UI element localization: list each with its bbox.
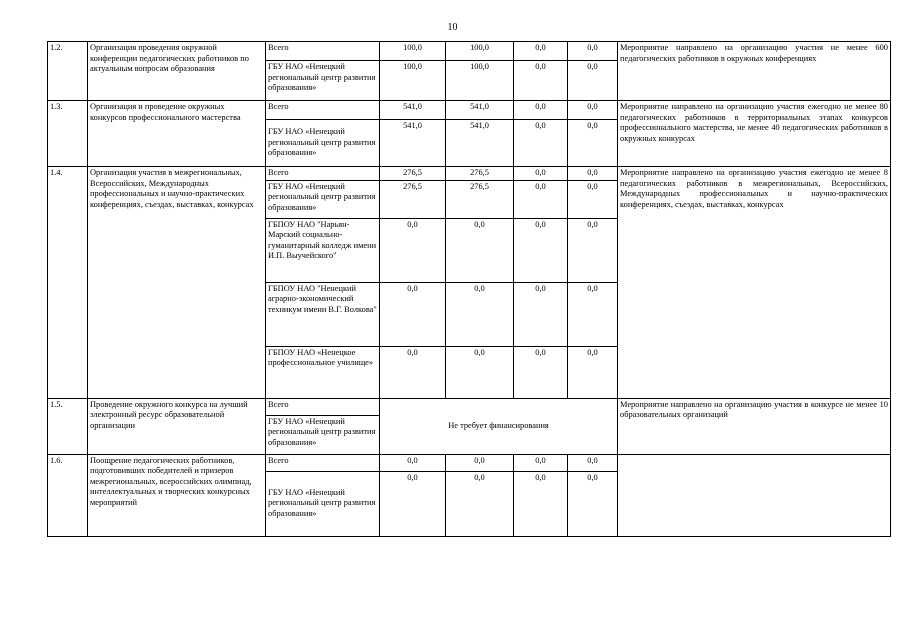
value-cell: 276,5 — [446, 180, 514, 218]
executor-cell: Всего — [266, 101, 380, 120]
executor-cell: ГБПОУ НАО "Ненецкий аграрно-экономический техникум имени В.Г. Волкова" — [266, 282, 380, 346]
value-cell: 0,0 — [380, 471, 446, 536]
value-cell: 0,0 — [446, 346, 514, 398]
executor-cell: ГБПОУ НАО "Нарьян-Марский социально-гуманитарный колледж имени И.П. Выучейского" — [266, 218, 380, 282]
value-cell: 541,0 — [380, 101, 446, 120]
description-cell: Мероприятие направлено на организацию участия ежегодно не менее 80 педагогических работников в территориальных этапах конкурсов профессионального мастерства, не менее 40 педагогических работников в окружных конкурсах — [618, 101, 891, 167]
executor-cell: Всего — [266, 167, 380, 181]
executor-cell: ГБУ НАО «Ненецкий региональный центр развития образования» — [266, 61, 380, 101]
value-cell: 100,0 — [380, 42, 446, 61]
value-cell: 0,0 — [514, 120, 568, 167]
table-row — [48, 454, 891, 471]
table-row — [48, 42, 891, 61]
description-cell: Мероприятие направлено на организацию участия в конкурсе не менее 10 образовательных организаций — [618, 398, 891, 454]
measure-name: Организация участия в межрегиональных, Всероссийских, Международных профессиональных и научно-практических конференциях, съездах, выставках, конкурсах — [88, 167, 266, 399]
value-cell: 0,0 — [514, 218, 568, 282]
value-cell: 0,0 — [568, 180, 618, 218]
value-cell: 276,5 — [380, 167, 446, 181]
table-row — [48, 398, 891, 415]
value-cell: 0,0 — [514, 167, 568, 181]
table-row — [48, 101, 891, 120]
value-cell: 0,0 — [380, 346, 446, 398]
value-cell: 0,0 — [568, 471, 618, 536]
value-cell: 276,5 — [446, 167, 514, 181]
value-cell: 0,0 — [446, 282, 514, 346]
value-cell: 541,0 — [446, 101, 514, 120]
executor-cell: ГБУ НАО «Ненецкий региональный центр развития образования» — [266, 120, 380, 167]
value-cell: 0,0 — [380, 282, 446, 346]
no-funding-cell: Не требует финансирования — [380, 398, 618, 454]
description-cell: Мероприятие направлено на организацию участия ежегодно не менее 8 педагогических работников в межрегиональных, Всероссийских, Международных профессиональных и научно-практических конференциях, съездах, выставках, конкурсах — [618, 167, 891, 399]
value-cell: 0,0 — [568, 454, 618, 471]
executor-cell: ГБУ НАО «Ненецкий региональный центр развития образования» — [266, 471, 380, 536]
page-number: 10 — [447, 22, 458, 33]
value-cell: 541,0 — [446, 120, 514, 167]
value-cell: 0,0 — [568, 120, 618, 167]
value-cell: 276,5 — [380, 180, 446, 218]
executor-cell: Всего — [266, 398, 380, 415]
executor-cell: Всего — [266, 42, 380, 61]
value-cell: 0,0 — [514, 454, 568, 471]
value-cell: 0,0 — [514, 282, 568, 346]
value-cell: 0,0 — [568, 101, 618, 120]
value-cell: 0,0 — [514, 42, 568, 61]
measure-name: Организация и проведение окружных конкурсов профессионального мастерства — [88, 101, 266, 167]
value-cell: 0,0 — [568, 61, 618, 101]
value-cell: 0,0 — [446, 471, 514, 536]
measure-name: Проведение окружного конкурса на лучший электронный ресурс образовательной организации — [88, 398, 266, 454]
row-number: 1.5. — [48, 398, 88, 454]
value-cell: 100,0 — [380, 61, 446, 101]
executor-cell: ГБУ НАО «Ненецкий региональный центр развития образования» — [266, 180, 380, 218]
description-cell — [618, 454, 891, 536]
value-cell: 0,0 — [380, 218, 446, 282]
row-number: 1.6. — [48, 454, 88, 536]
value-cell: 0,0 — [568, 346, 618, 398]
value-cell: 0,0 — [514, 180, 568, 218]
table-row — [48, 167, 891, 181]
row-number: 1.2. — [48, 42, 88, 101]
row-number: 1.3. — [48, 101, 88, 167]
row-number: 1.4. — [48, 167, 88, 399]
value-cell: 0,0 — [514, 101, 568, 120]
executor-cell: Всего — [266, 454, 380, 471]
value-cell: 0,0 — [568, 42, 618, 61]
program-table — [47, 41, 891, 537]
value-cell: 0,0 — [514, 61, 568, 101]
value-cell: 0,0 — [568, 167, 618, 181]
value-cell: 100,0 — [446, 61, 514, 101]
value-cell: 541,0 — [380, 120, 446, 167]
value-cell: 0,0 — [446, 218, 514, 282]
executor-cell: ГБПОУ НАО «Ненецкое профессиональное училище» — [266, 346, 380, 398]
executor-cell: ГБУ НАО «Ненецкий региональный центр развития образования» — [266, 415, 380, 454]
value-cell: 0,0 — [514, 471, 568, 536]
value-cell: 100,0 — [446, 42, 514, 61]
value-cell: 0,0 — [446, 454, 514, 471]
value-cell: 0,0 — [514, 346, 568, 398]
description-cell: Мероприятие направлено на организацию участия не менее 600 педагогических работников в окружных конференциях — [618, 42, 891, 101]
value-cell: 0,0 — [568, 218, 618, 282]
value-cell: 0,0 — [568, 282, 618, 346]
value-cell: 0,0 — [380, 454, 446, 471]
measure-name: Организация проведения окружной конференции педагогических работников по актуальным вопросам образования — [88, 42, 266, 101]
measure-name: Поощрение педагогических работников, подготовивших победителей и призеров межрегиональных, всероссийских олимпиад, интеллектуальных и творческих конкурсных мероприятий — [88, 454, 266, 536]
